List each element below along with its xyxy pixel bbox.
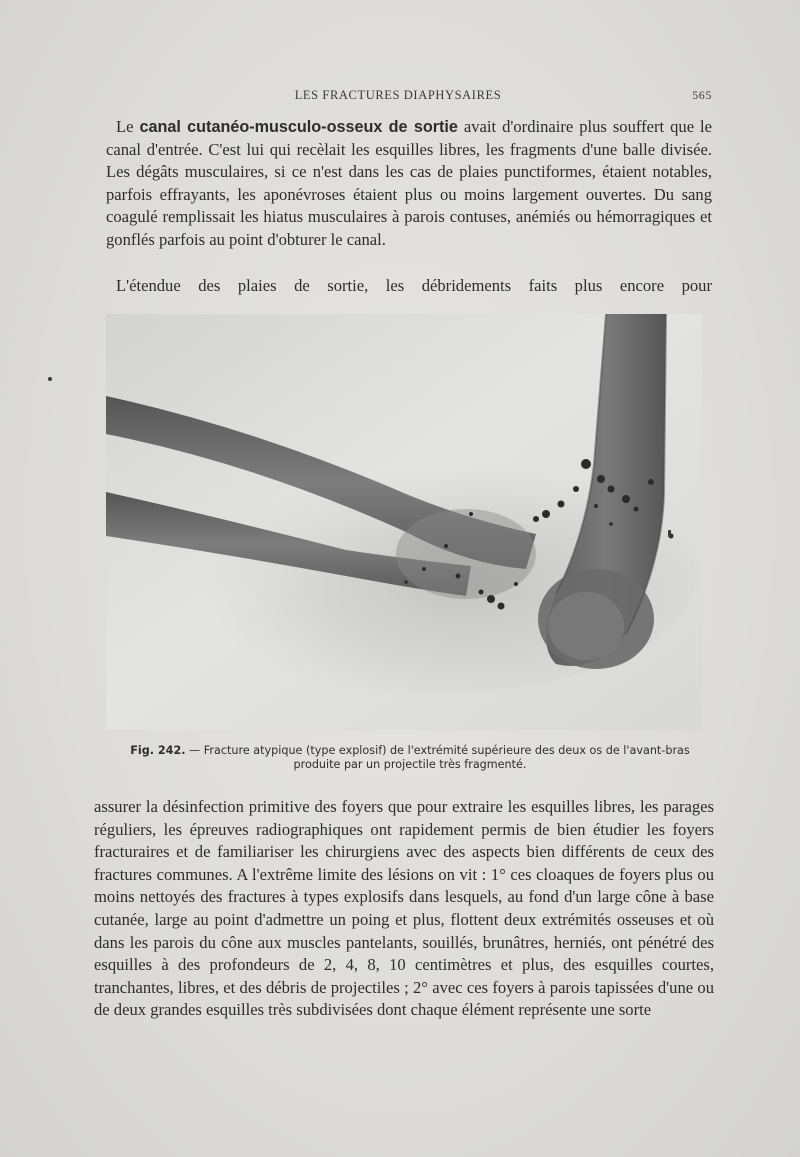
radiograph-image: [106, 314, 702, 730]
paragraph-explosive-fractures: assurer la désinfection primitive des foyers que pour extraire les esquilles libres, les parages réguliers, les épreuves radiographiques ont rapidement permis de bien étudier les foyers fracturaires et de familiariser les chirurgiens avec des aspects bien différents de ceux des fractures communes. A l'extrême limite des lésions on vit : 1° ces cloaques de foyers plus ou moins nettoyés des fractures à types explosifs dans lesquels, au fond d'un large cône à base cutanée, large au point d'admettre un poing et plus, flottent deux extrémités osseuses et où dans les parois du cône aux muscles pantelants, souillés, brunâtres, herniés, ont pénétré des esquilles à des profondeurs de 2, 4, 8, 10 centimètres et plus, des esquilles courtes, tranchantes, libres, et des débris de projectiles ; 2° avec ces foyers à parois tapissées d'une ou de deux grandes esquilles très subdivisées dont chaque élément représente une sorte: [94, 797, 714, 1020]
paragraph-exit-canal: [106, 116, 712, 252]
paper-speck: [668, 530, 671, 537]
figure-caption-text: — Fracture atypique (type explosif) de l'extrémité supérieure des deux os de l'avant-bras produite par un projectile très fragmenté.: [185, 744, 690, 771]
running-title: LES FRACTURES DIAPHYSAIRES: [294, 88, 502, 102]
paragraph-body: avait d'ordinaire plus souffert que le canal d'entrée. C'est lui qui recèlait les esquilles libres, les fragments d'une balle divisée. Les dégâts musculaires, si ce n'est dans les cas de plaies punctiformes, étaient notables, parfois effrayants, les aponévroses étaient plus ou moins largement ouvertes. Du sang coagulé remplissait les hiatus musculaires à parois contuses, anémiés ou hémorragiques et gonflés parfois au point d'obturer le canal.: [106, 117, 712, 249]
figure-label: Fig. 242.: [130, 744, 186, 757]
paragraph-lead: Le: [116, 117, 140, 136]
running-head: [108, 88, 712, 108]
page-number: 565: [692, 88, 712, 102]
condyle-highlight: [548, 592, 624, 660]
radiograph-figure: [106, 314, 702, 730]
paper-speck: [48, 377, 52, 381]
figure-caption: [118, 744, 702, 772]
paragraph-exit-wounds: L'étendue des plaies de sortie, les débridements faits plus encore pour: [116, 276, 712, 295]
paragraph-bold-term: canal cutanéo-musculo-osseux de sortie: [139, 118, 458, 136]
